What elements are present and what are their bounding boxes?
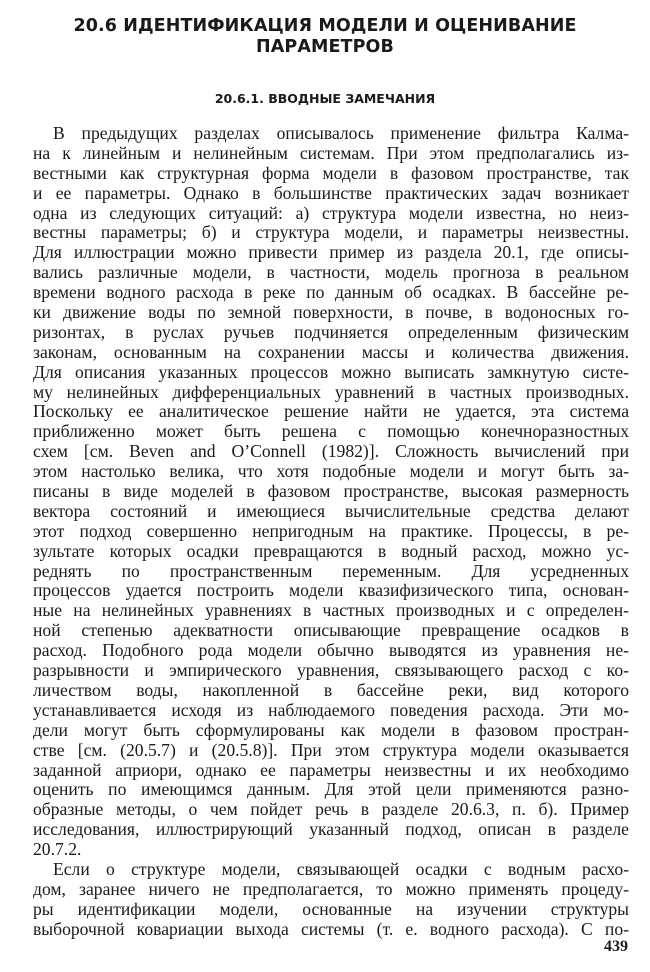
text-line: вестны параметры; б) и структура модели, и параметры неизвестны. <box>33 222 629 243</box>
text-line: му нелинейных дифференциальных уравнений в частных производных. <box>33 381 629 402</box>
section-title-line-1: 20.6 ИДЕНТИФИКАЦИЯ МОДЕЛИ И ОЦЕНИВАНИЕ <box>73 16 577 36</box>
text-line: Если о структуре модели, связывающей осадки с водным расхо- <box>53 858 629 879</box>
text-line: образные методы, о чем пойдет речь в разделе 20.6.3, п. б). Пример <box>33 799 629 820</box>
text-line: вестными как структурная форма модели в фазовом пространстве, так <box>33 162 629 183</box>
text-line: зультате которых осадки превращаются в водный расход, можно ус- <box>33 540 629 561</box>
text-line: расход. Подобного рода модели обычно выводятся из уравнения не- <box>33 640 629 661</box>
text-line: Для описания указанных процессов можно выписать замкнутую систе- <box>33 361 629 382</box>
text-line: устанавливается исходя из наблюдаемого поведения расхода. Эти мо- <box>33 699 629 720</box>
text-line: заданной априори, однако ее параметры неизвестны и их необходимо <box>33 759 629 780</box>
text-line: дом, заранее ничего не предполагается, то можно применять процеду- <box>33 878 629 899</box>
text-line: исследования, иллюстрирующий указанный подход, описан в разделе <box>33 819 629 840</box>
text-line: вались различные модели, в частности, модель прогноза в реальном <box>33 262 629 283</box>
text-line: ры идентификации модели, основанные на изучении структуры <box>33 898 629 919</box>
section-title-line-2: ПАРАМЕТРОВ <box>256 37 394 57</box>
text-line: схем [см. Beven and O’Connell (1982)]. Сложность вычислений при <box>33 441 629 462</box>
text-line: оценить по имеющимся данным. Для этой цели применяются разно- <box>33 779 629 800</box>
text-line: одна из следующих ситуаций: а) структура модели известна, но неиз- <box>33 202 629 223</box>
text-line: Для иллюстрации можно привести пример из раздела 20.1, где описы- <box>33 242 629 263</box>
text-line: разрывности и эмпирического уравнения, связывающего расход с ко- <box>33 660 629 681</box>
text-line: ные на нелинейных уравнениях в частных производных и с определен- <box>33 600 629 621</box>
text-line: вектора состояний и имеющиеся вычислительные средства делают <box>33 500 629 521</box>
section-title <box>40 16 610 58</box>
text-line: этот подход совершенно непригодным на практике. Процессы, в ре- <box>33 520 629 541</box>
text-line: Поскольку ее аналитическое решение найти не удается, эта система <box>33 401 629 422</box>
paragraph-1 <box>33 124 629 860</box>
text-line: времени водного расхода в реке по данным об осадках. В бассейне ре- <box>33 282 629 303</box>
text-line: дели могут быть сформулированы как модели в фазовом простран- <box>33 719 629 740</box>
body-text <box>33 124 629 940</box>
text-line: на к линейным и нелинейным системам. При этом предполагались из- <box>33 142 629 163</box>
text-line: ризонтах, в руслах ручьев подчиняется определенным физическим <box>33 321 629 342</box>
text-line: ной степенью адекватности описывающие превращение осадков в <box>33 620 629 641</box>
subsection-title: 20.6.1. ВВОДНЫЕ ЗАМЕЧАНИЯ <box>214 91 436 106</box>
text-line: процессов удается построить модели квазифизического типа, основан- <box>33 580 629 601</box>
text-line: приближенно может быть решена с помощью конечноразностных <box>33 421 629 442</box>
text-line: ки движение воды по земной поверхности, в почве, в водоносных го- <box>33 302 629 323</box>
text-line: В предыдущих разделах описывалось применение фильтра Калма- <box>53 123 629 143</box>
text-line: выборочной ковариации выхода системы (т. е. водного расхода). С по- <box>33 918 629 939</box>
text-line: писаны в виде моделей в фазовом пространстве, высокая размерность <box>33 481 629 502</box>
text-line: законам, основанным на сохранении массы и количества движения. <box>33 341 629 362</box>
text-line: стве [см. (20.5.7) и (20.5.8)]. При этом структура модели оказывается <box>33 739 629 760</box>
page-number: 439 <box>604 938 628 955</box>
text-line: 20.7.2. <box>33 839 82 860</box>
text-line: и ее параметры. Однако в большинстве практических задач возникает <box>33 182 629 203</box>
text-line: личеством воды, накопленной в бассейне реки, вид которого <box>33 679 629 700</box>
text-line: этом настолько велика, что хотя подобные модели и могут быть за- <box>33 461 629 482</box>
paragraph-2 <box>33 860 629 940</box>
text-line: реднять по пространственным переменным. Для усредненных <box>33 560 629 581</box>
